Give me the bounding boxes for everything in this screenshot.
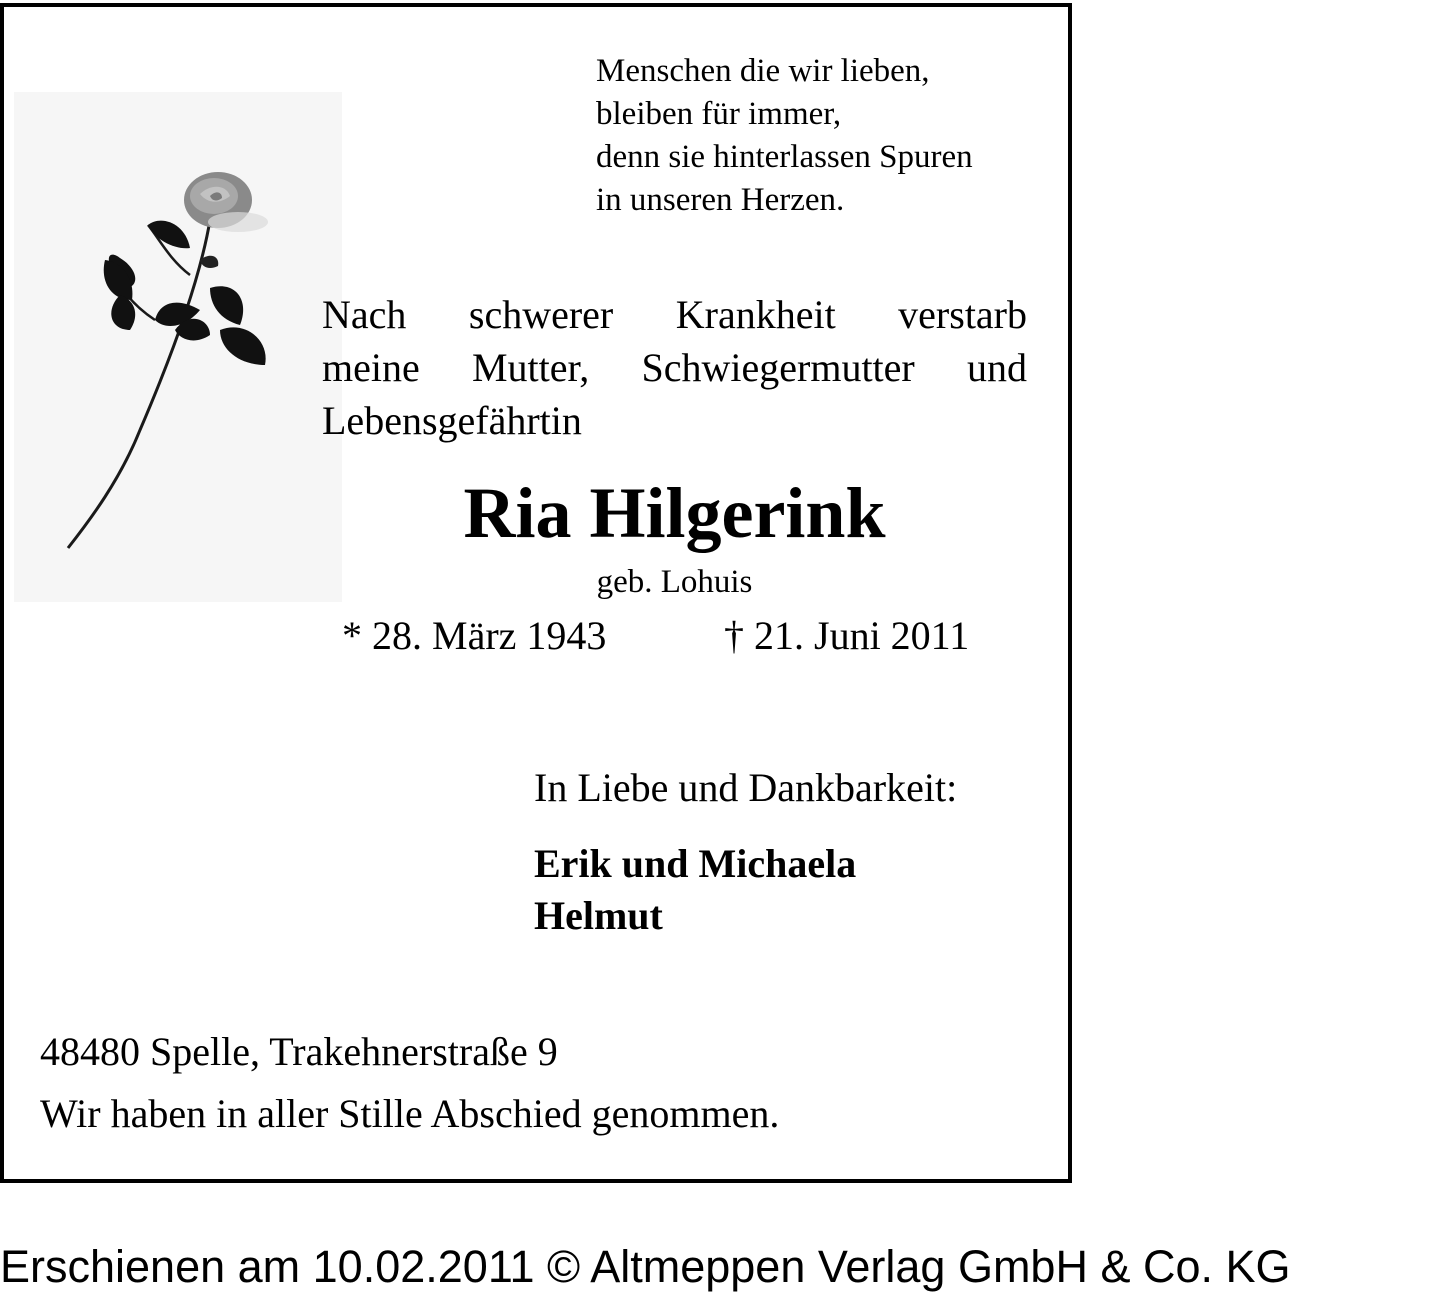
quote-line: Menschen die wir lieben, (596, 53, 930, 89)
publication-footer: Erschienen am 10.02.2011 © Altmeppen Verlag GmbH & Co. KG (0, 1241, 1291, 1292)
rose-icon (60, 160, 290, 560)
quote-line: denn sie hinterlassen Spuren (596, 139, 973, 175)
announcement-word: Mutter, (471, 345, 590, 390)
announcement-line: Lebensgefährtin (322, 398, 582, 443)
maiden-name: geb. Lohuis (596, 564, 753, 600)
announcement-word: schwerer (468, 292, 614, 337)
farewell-note: Wir haben in aller Stille Abschied genommen. (40, 1091, 780, 1136)
thanks-line: In Liebe und Dankbarkeit: (534, 765, 958, 810)
announcement-word: meine (322, 345, 420, 390)
mourner-name: Helmut (534, 893, 663, 938)
death-announcement-text (322, 288, 1027, 447)
announcement-line (322, 341, 1027, 394)
announcement-word: verstarb (898, 292, 1027, 337)
death-date: † 21. Juni 2011 (724, 613, 970, 658)
memorial-quote (596, 50, 973, 222)
announcement-word: Krankheit (675, 292, 836, 337)
deceased-name: Ria Hilgerink (463, 473, 886, 553)
announcement-word: Nach (322, 292, 407, 337)
mourner-name: Erik und Michaela (534, 841, 857, 886)
quote-line: bleiben für immer, (596, 96, 842, 132)
announcement-word: Schwiegermutter (641, 345, 915, 390)
birth-date: * 28. März 1943 (342, 613, 607, 658)
mourner-names (534, 838, 856, 942)
announcement-line (322, 288, 1027, 341)
announcement-word: und (967, 345, 1027, 390)
quote-line: in unseren Herzen. (596, 182, 845, 218)
address: 48480 Spelle, Trakehnerstraße 9 (40, 1029, 558, 1074)
